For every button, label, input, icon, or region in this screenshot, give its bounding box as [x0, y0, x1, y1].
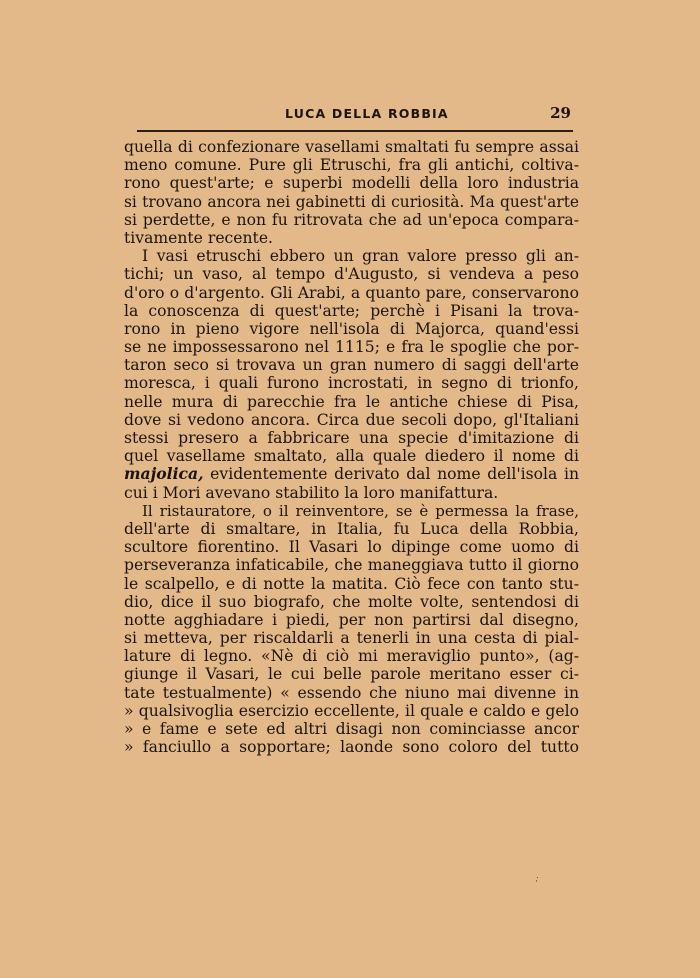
header-rule	[137, 130, 573, 132]
text-line: le scalpello, e di notte la matita. Ciò fece con tanto stu-	[124, 574, 579, 593]
text-line: stessi presero a fabbricare una specie d'imitazione di	[124, 429, 579, 447]
text-line: I vasi etruschi ebbero un gran valore presso gli an-	[142, 247, 579, 266]
text-line: quel vasellame smaltato, alla quale diedero il nome di	[124, 447, 579, 466]
text-line: majolica, evidentemente derivato dal nome dell'isola in	[124, 464, 579, 484]
text-line: » qualsivoglia esercizio eccellente, il quale e caldo e gelo	[124, 701, 579, 720]
text-line: dove si vedono ancora. Circa due secoli dopo, gl'Italiani	[124, 410, 579, 429]
text-line: meno comune. Pure gli Etruschi, fra gli antichi, coltiva-	[124, 156, 579, 175]
text-line: tate testualmente) « essendo che niuno mai divenne in	[124, 683, 579, 702]
text-line: dell'arte di smaltare, in Italia, fu Luca della Robbia,	[124, 519, 579, 538]
text-line: » e fame e sete ed altri disagi non cominciasse ancor	[124, 720, 579, 738]
text-line: moresca, i quali furono incrostati, in segno di trionfo,	[124, 374, 579, 393]
text-line: taron seco si trovava un gran numero di saggi dell'arte	[124, 356, 579, 375]
body-text	[124, 138, 579, 756]
text-line: rono in pieno vigore nell'isola di Majorca, quand'essi	[124, 319, 579, 338]
text-line: perseveranza infaticabile, che maneggiava tutto il giorno	[124, 556, 579, 575]
text-line: quella di confezionare vasellami smaltati fu sempre assai	[124, 138, 579, 156]
text-line: se ne impossessarono nel 1115; e fra le spoglie che por-	[124, 338, 579, 357]
text-line: cui i Mori avevano stabilito la loro manifattura.	[124, 483, 499, 502]
text-line: si perdette, e non fu ritrovata che ad un'epoca compara-	[124, 210, 579, 229]
text-line: d'oro o d'argento. Gli Arabi, a quanto pare, conservarono	[124, 283, 579, 302]
text-line: rono quest'arte; e superbi modelli della loro industria	[124, 174, 579, 193]
running-title: LUCA DELLA ROBBIA	[285, 106, 449, 121]
text-line: » fanciullo a sopportare; laonde sono coloro del tutto	[124, 738, 579, 757]
text-line: tichi; un vaso, al tempo d'Augusto, si vendeva a peso	[124, 265, 579, 284]
ink-speck: ·͘	[535, 877, 538, 887]
text-line: giunge il Vasari, le cui belle parole meritano esser ci-	[124, 665, 579, 684]
text-line: tivamente recente.	[124, 228, 274, 247]
page-number: 29	[550, 104, 571, 122]
text-line: nelle mura di parecchie fra le antiche chiese di Pisa,	[124, 392, 579, 411]
text-line: la conoscenza di quest'arte; perchè i Pisani la trova-	[124, 301, 579, 320]
text-line: si trovano ancora nei gabinetti di curiosità. Ma quest'arte	[124, 192, 579, 211]
text-line: si metteva, per riscaldarli a tenerli in una cesta di pial-	[124, 629, 579, 648]
running-head	[137, 104, 577, 124]
text-line: scultore fiorentino. Il Vasari lo dipinge come uomo di	[124, 538, 579, 557]
text-line: Il ristauratore, o il reinventore, se è permessa la frase,	[142, 501, 579, 520]
text-line: lature di legno. «Nè di ciò mi meraviglio punto», (ag-	[124, 647, 579, 666]
text-line: notte agghiadare i piedi, per non partirsi dal disegno,	[124, 610, 579, 629]
text-line: dio, dice il suo biografo, che molte volte, sentendosi di	[124, 592, 579, 611]
